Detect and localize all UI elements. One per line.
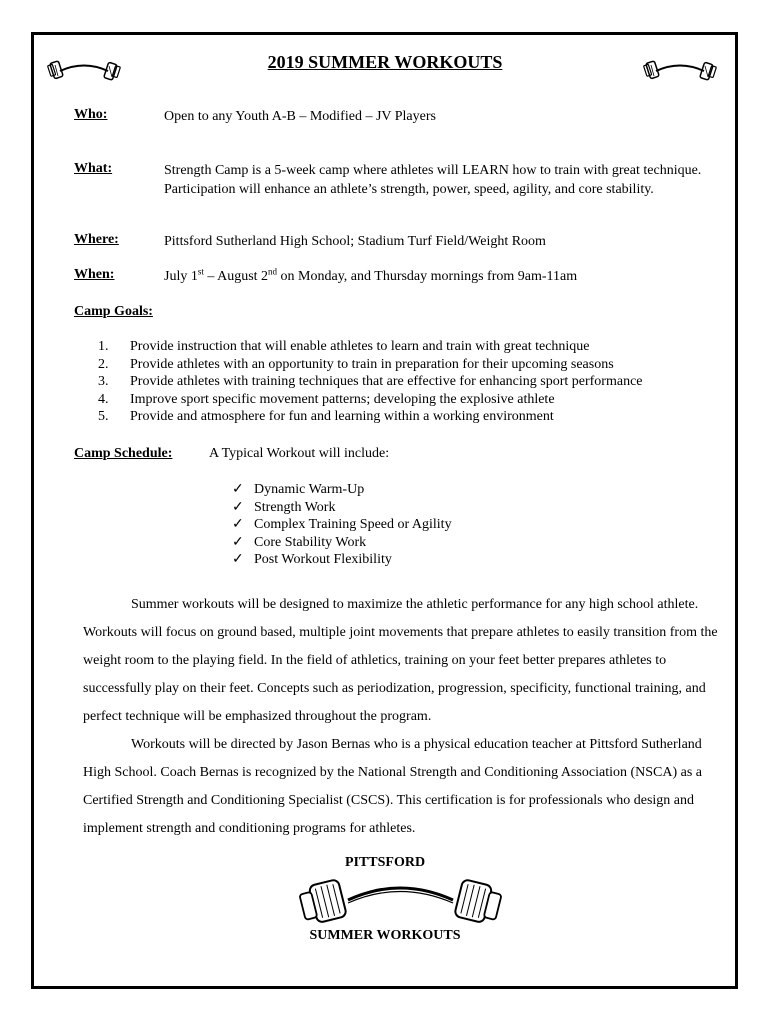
list-item: ✓ Post Workout Flexibility — [232, 552, 392, 568]
list-item: 4. Improve sport specific movement patterns; developing the explosive athlete — [98, 391, 555, 407]
body-text — [83, 591, 723, 843]
list-item: 3. Provide athletes with training techniques that are effective for enhancing sport performance — [98, 374, 643, 390]
checkmark-icon: ✓ — [232, 499, 244, 515]
what-label: What: — [74, 161, 113, 176]
barbell-logo — [293, 870, 508, 928]
list-item: 1. Provide instruction that will enable athletes to learn and train with great technique — [98, 339, 590, 354]
what-value: Strength Camp is a 5-week camp where athletes will LEARN how to train with great technique. Participation will enhance an athlete’s strength, power, speed, agility, and core stability. — [164, 163, 702, 197]
camp-goals-list — [98, 338, 643, 426]
when-value: July 1st – August 2nd on Monday, and Thursday mornings from 9am-11am — [164, 266, 578, 284]
checkmark-icon: ✓ — [232, 552, 244, 568]
paragraph-1: Summer workouts will be designed to maximize the athletic performance for any high school athlete. Workouts will focus on ground based, multiple joint movements that prepare athletes to easily transition from the weight room to the playing field. In the field of athletics, training on your feet better prepares athletes to successfully play on their feet. Concepts such as periodization, progression, specificity, functional training, and perfect technique will be emphasized throughout the program. — [83, 597, 718, 724]
when-label: When: — [74, 267, 115, 282]
schedule-intro: A Typical Workout will include: — [209, 446, 390, 461]
footer-bottom-text: SUMMER WORKOUTS — [309, 928, 461, 943]
checkmark-icon: ✓ — [232, 534, 244, 550]
where-value: Pittsford Sutherland High School; Stadium Turf Field/Weight Room — [164, 234, 546, 249]
paragraph-2: Workouts will be directed by Jason Bernas who is a physical education teacher at Pittsford Sutherland High School. Coach Bernas is recognized by the National Strength and Conditioning Association (NSCA) as a Certified Strength and Conditioning Specialist (CSCS). This certification is for professionals who design and implement strength and conditioning programs for athletes. — [83, 737, 703, 836]
page-title: 2019 SUMMER WORKOUTS — [267, 52, 503, 72]
schedule-checklist — [232, 481, 452, 569]
where-label: Where: — [74, 232, 119, 247]
who-label: Who: — [74, 107, 108, 122]
who-value: Open to any Youth A-B – Modified – JV Players — [164, 109, 436, 124]
list-item: ✓ Complex Training Speed or Agility — [232, 517, 452, 533]
checkmark-icon: ✓ — [232, 482, 244, 497]
list-item: ✓ Strength Work — [232, 499, 336, 515]
camp-goals-heading: Camp Goals: — [74, 304, 153, 319]
list-item: ✓ Dynamic Warm-Up — [232, 482, 365, 497]
footer-top-text: PITTSFORD — [344, 855, 426, 870]
camp-schedule-heading: Camp Schedule: — [74, 446, 173, 461]
list-item: 5. Provide and atmosphere for fun and learning within a working environment — [98, 409, 554, 425]
list-item: ✓ Core Stability Work — [232, 534, 367, 550]
checkmark-icon: ✓ — [232, 517, 244, 533]
list-item: 2. Provide athletes with an opportunity to train in preparation for their upcoming seasons — [98, 356, 614, 372]
